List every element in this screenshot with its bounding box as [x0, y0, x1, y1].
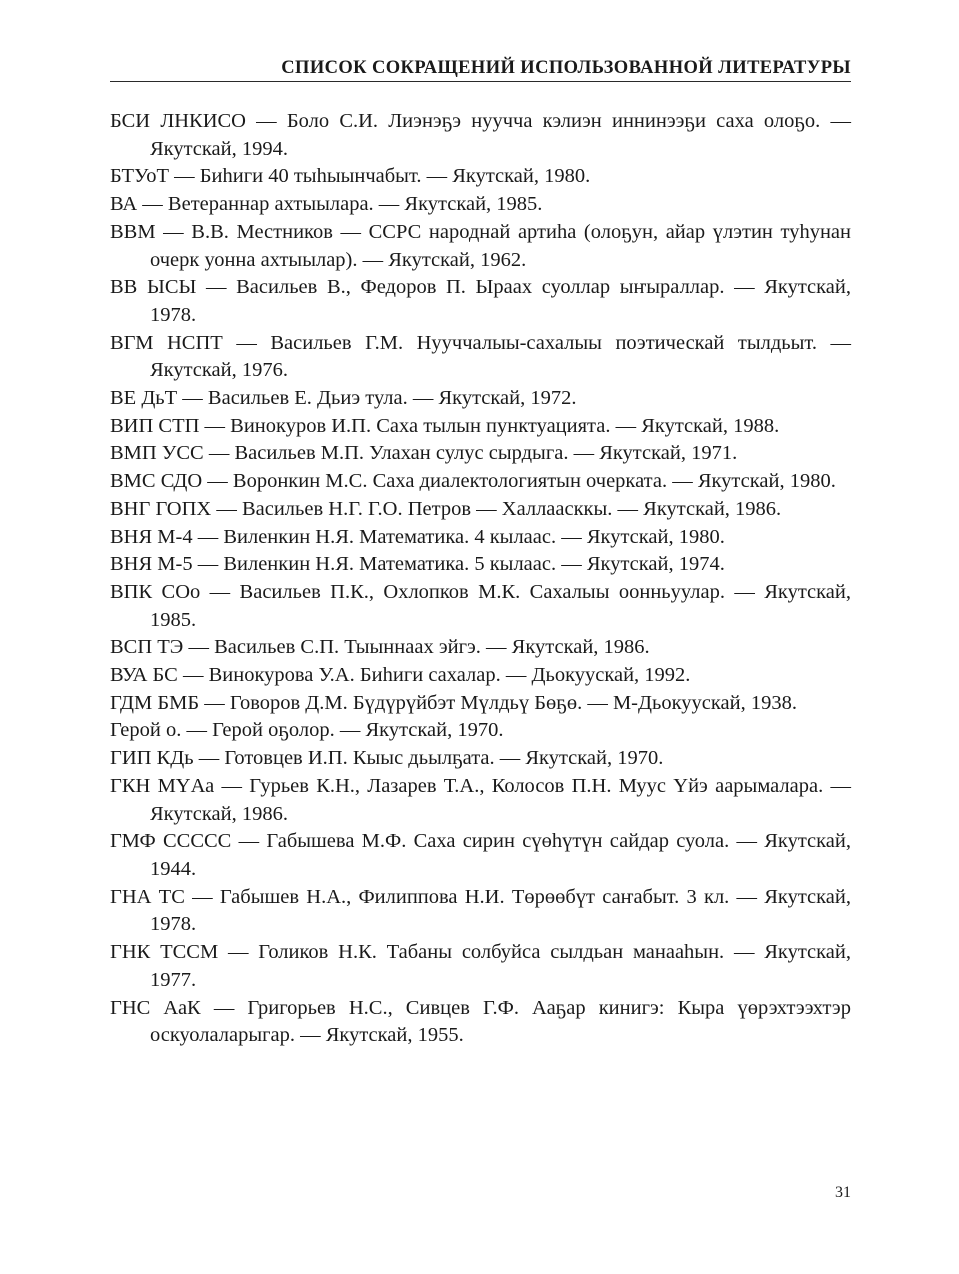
abbreviation-entry: БТУоТ — Биһиги 40 тыһыынчабыт. — Якутскай, 1980. — [110, 165, 591, 188]
abbreviation-entry: Герой о. — Герой оҕолор. — Якутскай, 1970. — [110, 719, 504, 742]
header-rule — [110, 81, 851, 82]
abbreviation-entry: ВВМ — В.В. Местников — ССРС народнай артиһа (олоҕун, айар үлэтин туһунан очерк уонна ахтыылар). — Якутскай, 1962. — [110, 220, 851, 271]
abbreviation-entry: ВНЯ М-5 — Виленкин Н.Я. Математика. 5 кылаас. — Якутскай, 1974. — [110, 553, 725, 576]
abbreviation-entry: ВСП ТЭ — Васильев С.П. Тыыннаах эйгэ. — Якутскай, 1986. — [110, 636, 650, 659]
abbreviation-entry: ВА — Ветераннар ахтыылара. — Якутскай, 1985. — [110, 193, 543, 216]
abbreviation-entry: ВЕ ДьТ — Васильев Е. Дьиэ тула. — Якутскай, 1972. — [110, 387, 577, 410]
abbreviation-entry: БСИ ЛНКИСО — Боло С.И. Лиэнэҕэ нуучча кэлиэн иннинээҕи саха олоҕо. — Якутскай, 1994. — [110, 110, 851, 160]
abbreviation-entry: ГДМ БМБ — Говоров Д.М. Бүдүрүйбэт Мүлдьү Бөҕө. — М-Дьокуускай, 1938. — [110, 691, 797, 714]
abbreviation-entry: ГНС АаК — Григорьев Н.С., Сивцев Г.Ф. Ааҕар кинигэ: Кыра үөрэхтээхтэр оскуолаларыгар. — Якутскай, 1955. — [110, 996, 851, 1047]
abbreviation-entry: ВМС СДО — Воронкин М.С. Саха диалектологиятын очерката. — Якутскай, 1980. — [110, 470, 836, 493]
abbreviation-entry: ВНГ ГОПХ — Васильев Н.Г. Г.О. Петров — Халлаасккы. — Якутскай, 1986. — [110, 497, 782, 520]
abbreviation-entry: ВПК СОо — Васильев П.К., Охлопков М.К. Сахалыы оонньуулар. — Якутскай, 1985. — [110, 580, 851, 631]
abbreviation-entry: ГНА ТС — Габышев Н.А., Филиппова Н.И. Төрөөбүт саҥабыт. 3 кл. — Якутскай, 1978. — [110, 885, 851, 936]
abbreviation-entry: ГИП КДь — Готовцев И.П. Кыыс дьылҕата. — Якутскай, 1970. — [110, 747, 664, 770]
abbreviation-list — [110, 108, 851, 1050]
abbreviation-entry: ВГМ НСПТ — Васильев Г.М. Нууччалыы-сахалыы поэтическай тылдьыт. — Якутскай, 1976. — [110, 331, 851, 382]
abbreviation-entry: ВМП УСС — Васильев М.П. Улахан сулус сырдыга. — Якутскай, 1971. — [110, 442, 738, 465]
running-header: СПИСОК СОКРАЩЕНИЙ ИСПОЛЬЗОВАННОЙ ЛИТЕРАТУРЫ — [281, 58, 851, 78]
abbreviation-entry: ГНК ТССМ — Голиков Н.К. Табаны солбуйса сылдьан манааһын. — Якутскай, 1977. — [110, 941, 851, 991]
abbreviation-entry: ВВ ЫСЫ — Васильев В., Федоров П. Ыраах суоллар ыҥыраллар. — Якутскай, 1978. — [110, 276, 851, 326]
abbreviation-entry: ГКН МҮАа — Гурьев К.Н., Лазарев Т.А., Колосов П.Н. Муус Үйэ аарымалара. — Якутскай, 1986. — [110, 774, 851, 825]
abbreviation-entry: ВИП СТП — Винокуров И.П. Саха тылын пунктуацията. — Якутскай, 1988. — [110, 414, 780, 437]
abbreviation-entry: ВНЯ М-4 — Виленкин Н.Я. Математика. 4 кылаас. — Якутскай, 1980. — [110, 525, 725, 548]
abbreviation-entry: ГМФ СССCC — Габышева М.Ф. Саха сирин сүөһүтүн сайдар суола. — Якутскай, 1944. — [110, 830, 851, 880]
page-number: 31 — [835, 1184, 851, 1201]
abbreviation-entry: ВУА БС — Винокурова У.А. Биһиги сахалар. — Дьокуускай, 1992. — [110, 664, 691, 687]
